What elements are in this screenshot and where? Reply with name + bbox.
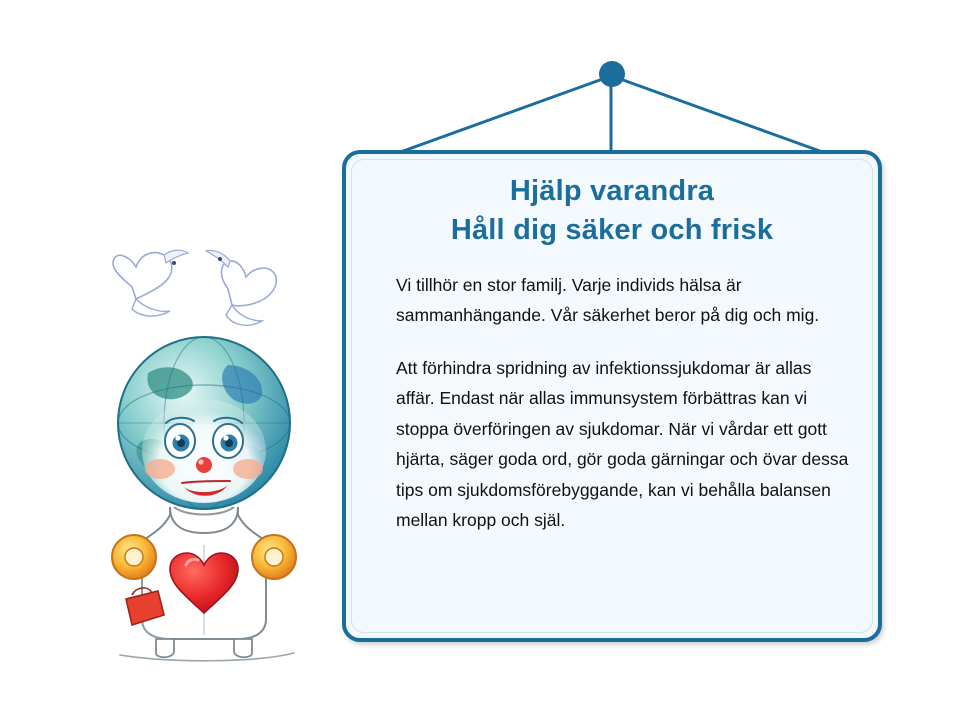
dove-icon-left [113, 250, 188, 316]
globe-mascot-artwork [78, 215, 338, 665]
globe-head [118, 337, 290, 509]
dove-icon-right [206, 250, 276, 325]
sign-title [366, 172, 858, 249]
body-paragraph-2: Att förhindra spridning av infektionssjukdomar är allas affär. Endast när allas immunsystem förbättras kan vi stoppa överföringen av sjukdomar. När vi vårdar ett gott hjärta, säger goda ord, gör goda gärningar och övar dessa tips om sjukdomsförebyggande, kan vi behålla balansen mellan kropp och själ. [396, 357, 849, 531]
hanging-sign [336, 56, 904, 656]
mascot-body [112, 507, 296, 661]
body-paragraph-1: Vi tillhör en stor familj. Varje individs hälsa är sammanhängande. Vår säkerhet beror på dig och mig. [396, 275, 820, 326]
sign-panel [342, 150, 882, 642]
sign-body-text [396, 270, 852, 536]
sign-title-line-1: Hjälp varandra [509, 175, 715, 207]
hanger-knob-icon [599, 61, 625, 87]
illustration-globe-mascot [78, 215, 338, 665]
sign-title-line-2: Håll dig säker och frisk [450, 213, 774, 246]
